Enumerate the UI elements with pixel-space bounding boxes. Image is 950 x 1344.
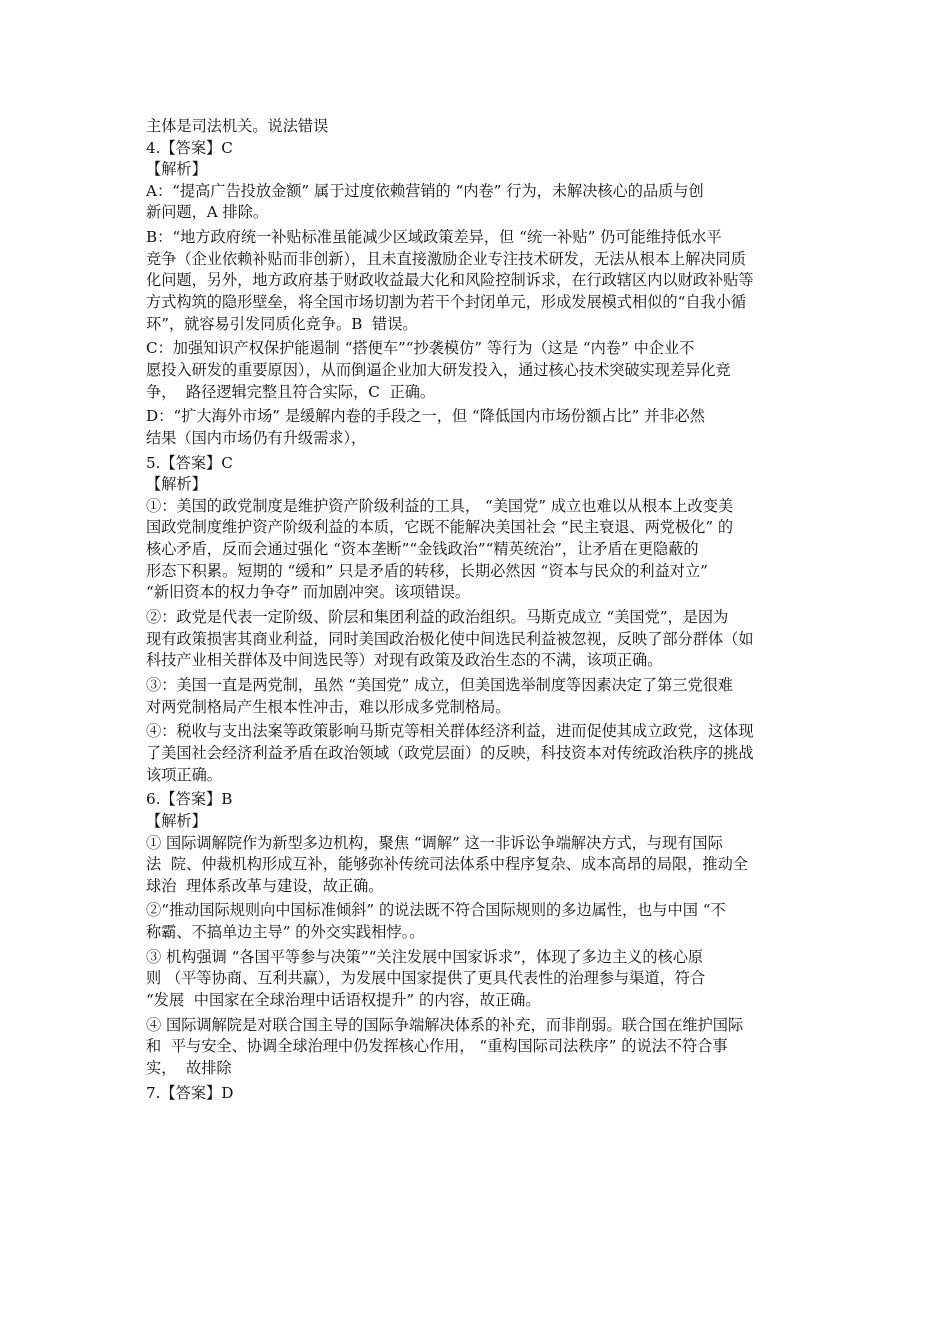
text-line: 结果（国内市场仍有升级需求）， [146, 428, 367, 447]
text-line: “发展 中国家在全球治理中话语权提升” 的内容，故正确。 [146, 991, 541, 1010]
text-line: 【解析】 [146, 160, 207, 179]
text-line: 科技产业相关群体及中间选民等）对现有政策及政治生态的不满，该项正确。 [146, 651, 663, 670]
text-line: 球治 理体系改革与建设，故正确。 [146, 876, 384, 895]
text-line: 7.【答案】D [146, 1083, 234, 1102]
text-line: 形态下积累。短期的 “缓和” 只是矛盾的转移，长期必然因 “资本与民众的利益对立” [146, 561, 708, 580]
document-page [146, 116, 806, 1104]
text-line: 方式构筑的隐形壁垒，将全国市场切割为若干个封闭单元，形成发展模式相似的“自我小循 [146, 292, 747, 311]
text-line: 则 （平等协商、互利共赢），为发展中国家提供了更具代表性的治理参与渠道，符合 [146, 969, 706, 988]
text-line: 竞争（企业依赖补贴而非创新），且未直接激励企业专注技术研发，无法从根本上解决同质 [146, 249, 746, 268]
text-line: ④：税收与支出法案等政策影响马斯克等相关群体经济利益，进而促使其成立政党，这体现 [146, 722, 754, 741]
text-line: 国政党制度维护资产阶级利益的本质，它既不能解决美国社会 “民主衰退、两党极化” 的 [146, 518, 734, 537]
text-line: 对两党制格局产生根本性冲击，难以形成多党制格局。 [146, 697, 511, 716]
text-line: ②：政党是代表一定阶级、阶层和集团利益的政治组织。马斯克成立 “美国党”，是因为 [146, 608, 729, 626]
text-line: ①：美国的政党制度是维护资产阶级利益的工具， “美国党” 成立也难以从根本上改变美 [146, 496, 734, 515]
text-line: 【解析】 [146, 475, 207, 494]
text-line: 称霸、不搞单边主导” 的外交实践相悖。。 [146, 923, 425, 942]
text-line: ②“推动国际规则向中国标准倾斜” 的说法既不符合国际规则的多边属性，也与中国 “不 [146, 901, 726, 920]
text-line: “新旧资本的权力争夺” 而加剧冲突。该项错误。 [146, 583, 471, 602]
text-line: 争， 路径逻辑完整且符合实际，C 正确。 [146, 382, 436, 401]
text-line: 新问题，A 排除。 [146, 203, 269, 222]
text-line: A：“提高广告投放金额” 属于过度依赖营销的 “内卷” 行为，未解决核心的品质与创 [146, 181, 704, 200]
text-line: D：“扩大海外市场” 是缓解内卷的手段之一，但 “降低国内市场份额占比” 并非必然 [146, 407, 705, 426]
text-line: 【解析】 [146, 811, 207, 830]
text-line: 环”，就容易引发同质化竞争。B 错误。 [146, 314, 418, 333]
text-line: ③ 机构强调 “各国平等参与决策”“关注发展中国家诉求”，体现了多边主义的核心原 [146, 947, 704, 966]
text-line: 愿投入研发的重要原因），从而倒逼企业加大研发投入，通过核心技术突破实现差异化竞 [146, 360, 731, 379]
text-line: 核心矛盾，反而会通过强化 “资本垄断”“金钱政治”“精英统治”，让矛盾在更隐蔽的 [146, 540, 699, 559]
text-line: 化问题，另外，地方政府基于财政收益最大化和风险控制诉求，在行政辖区内以财政补贴等 [146, 271, 754, 290]
text-line: 法 院、仲裁机构形成互补，能够弥补传统司法体系中程序复杂、成本高昂的局限，推动全 [146, 855, 748, 874]
text-line: 6.【答案】B [146, 790, 233, 809]
text-line: ③：美国一直是两党制，虽然 “美国党” 成立，但美国选举制度等因素决定了第三党很难 [146, 675, 734, 694]
text-line: 和 平与安全、协调全球治理中仍发挥核心作用， “重构国际司法秩序” 的说法不符合事 [146, 1037, 728, 1056]
text-line: 实， 故排除 [146, 1059, 232, 1077]
text-line: 该项正确。 [146, 765, 222, 784]
text-line: C：加强知识产权保护能遏制 “搭便车”“抄袭模仿” 等行为（这是 “内卷” 中企业不 [146, 339, 695, 358]
text-line: 5.【答案】C [146, 453, 233, 472]
text-line: ① 国际调解院作为新型多边机构，聚焦 “调解” 这一非诉讼争端解决方式，与现有国际 [146, 833, 723, 852]
text-line: 4.【答案】C [146, 138, 233, 157]
text-line: 了美国社会经济利益矛盾在政治领域（政党层面）的反映，科技资本对传统政治秩序的挑战 [146, 743, 754, 762]
text-line: B：“地方政府统一补贴标准虽能减少区域政策差异，但 “统一补贴” 仍可能维持低水平 [146, 228, 722, 247]
text-line: 现有政策损害其商业利益，同时美国政治极化使中间选民利益被忽视，反映了部分群体（如 [146, 629, 754, 648]
text-line: 主体是司法机关。说法错误 [146, 117, 329, 135]
text-line: ④ 国际调解院是对联合国主导的国际争端解决体系的补充，而非削弱。联合国在维护国际 [146, 1015, 744, 1034]
